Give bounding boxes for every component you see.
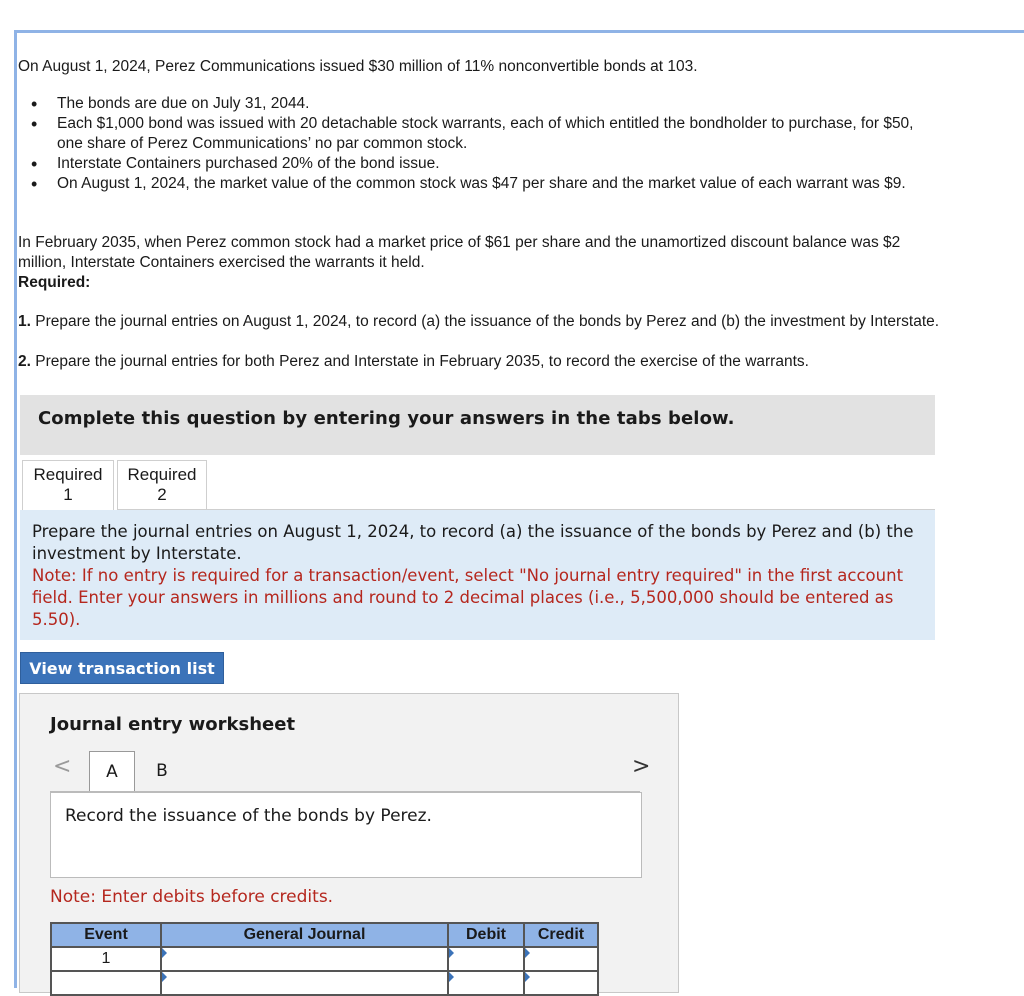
bullet-item: • Interstate Containers purchased 20% of the bond issue.: [57, 154, 937, 174]
tab-label-line1: Required: [33, 465, 103, 484]
required-label: Required:: [18, 274, 91, 291]
requirement-2: [18, 352, 1008, 372]
column-header-credit: Credit: [524, 923, 598, 947]
worksheet-note: Note: Enter debits before credits.: [50, 887, 334, 907]
requirement-1-text: Prepare the journal entries on August 1, 2024, to record (a) the issuance of the bonds by Perez and (b) the investment by Interstate.: [30, 313, 940, 330]
question-intro: On August 1, 2024, Perez Communications issued $30 million of 11% nonconvertible bonds at 103.: [18, 58, 698, 75]
credit-field[interactable]: [524, 947, 598, 971]
table-row: [51, 947, 598, 971]
tab-label-line2: 1: [63, 485, 73, 504]
column-header-event: Event: [51, 923, 161, 947]
journal-table-header: [51, 923, 598, 947]
entry-description: Record the issuance of the bonds by Perez.: [50, 792, 642, 878]
entry-tab-b[interactable]: B: [156, 761, 168, 781]
tab-label-line1: Required: [127, 465, 197, 484]
debit-field[interactable]: [448, 971, 524, 995]
journal-entry-worksheet: [19, 693, 679, 993]
input-marker-icon: [525, 948, 530, 958]
question-paragraph-2: In February 2035, when Perez common stock had a market price of $61 per share and the unamortized discount balance was $2 million, Interstate Containers exercised the warrants it held.: [18, 234, 901, 271]
chevron-right-icon[interactable]: >: [632, 754, 651, 779]
requirement-1: [18, 312, 1008, 332]
bullet-item: • The bonds are due on July 31, 2044.: [57, 94, 937, 114]
requirement-instructions: [20, 510, 935, 640]
dropdown-marker-icon: [162, 948, 167, 958]
dropdown-marker-icon: [162, 972, 167, 982]
worksheet-title: Journal entry worksheet: [50, 714, 296, 735]
table-row: [51, 971, 598, 995]
event-cell: 1: [51, 947, 161, 971]
instructions-banner: Complete this question by entering your answers in the tabs below.: [20, 395, 935, 455]
column-header-debit: Debit: [448, 923, 524, 947]
view-transaction-list-button[interactable]: View transaction list: [20, 652, 224, 684]
credit-field[interactable]: [524, 971, 598, 995]
question-bullets: [18, 94, 937, 194]
entry-tab-a[interactable]: A: [89, 751, 135, 791]
requirement-1-number: 1.: [18, 313, 31, 330]
tab-required-1[interactable]: [22, 460, 114, 511]
event-cell: [51, 971, 161, 995]
journal-table: [50, 922, 599, 996]
instructions-main: Prepare the journal entries on August 1, 2024, to record (a) the issuance of the bonds by Perez and (b) the investment by Interstate.: [32, 522, 914, 563]
input-marker-icon: [449, 972, 454, 982]
bullet-item: • On August 1, 2024, the market value of the common stock was $47 per share and the market value of each warrant was $9.: [57, 174, 937, 194]
requirement-2-text: Prepare the journal entries for both Perez and Interstate in February 2035, to record the exercise of the warrants.: [30, 353, 809, 370]
input-marker-icon: [525, 972, 530, 982]
account-field[interactable]: [161, 971, 448, 995]
tab-label-line2: 2: [157, 485, 167, 504]
bullet-item: • Each $1,000 bond was issued with 20 detachable stock warrants, each of which entitled the bondholder to purchase, for $50, one share of Perez Communications’ no par common stock.: [57, 114, 937, 154]
requirement-2-number: 2.: [18, 353, 31, 370]
instructions-note: Note: If no entry is required for a transaction/event, select "No journal entry required" in the first account field. Enter your answers in millions and round to 2 decimal places (i.e., 5,500,000 should be entered as 5.50).: [32, 566, 904, 629]
tab-required-2[interactable]: [117, 460, 207, 510]
column-header-general-journal: General Journal: [161, 923, 448, 947]
debit-field[interactable]: [448, 947, 524, 971]
account-field[interactable]: [161, 947, 448, 971]
chevron-left-icon[interactable]: <: [53, 754, 72, 779]
input-marker-icon: [449, 948, 454, 958]
